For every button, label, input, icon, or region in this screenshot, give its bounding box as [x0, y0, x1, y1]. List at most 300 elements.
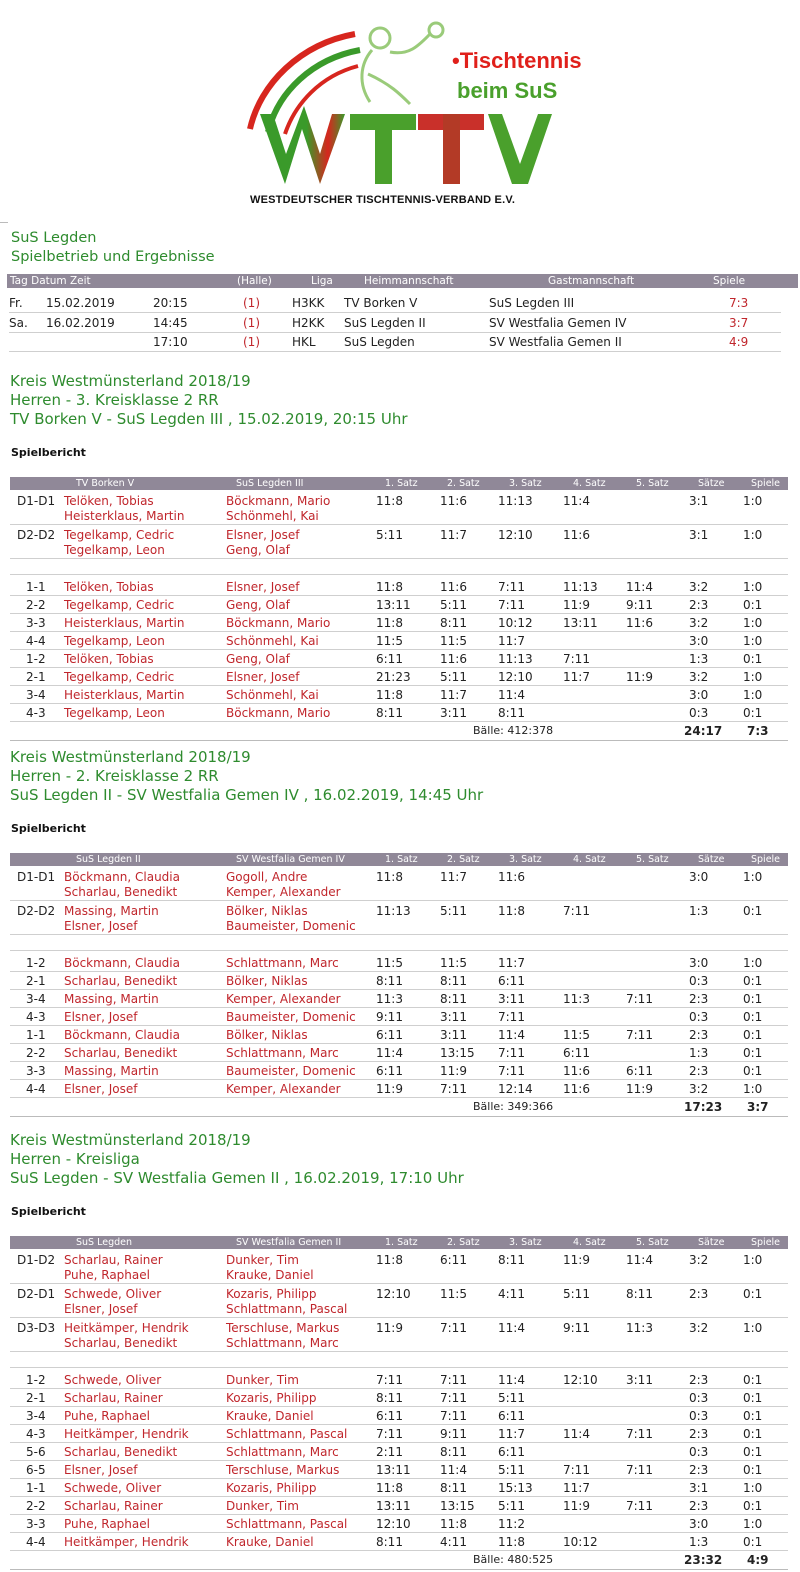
set-score: 11:9: [626, 670, 653, 684]
set-score: 11:9: [563, 1253, 590, 1267]
set-score: 7:11: [498, 1046, 525, 1060]
guest-player: Baumeister, Domenic: [226, 1064, 356, 1078]
game-result: 0:1: [743, 1535, 763, 1549]
game-result: 0:1: [743, 1287, 763, 1301]
set-score: 11:7: [498, 956, 525, 970]
set-score: 8:11: [376, 706, 403, 720]
set-score: 7:11: [563, 652, 590, 666]
home-player: Scharlau, Rainer: [64, 1391, 163, 1405]
game-result: 0:1: [743, 706, 763, 720]
set-score: 12:10: [498, 528, 533, 542]
home-player: Puhe, Raphael: [64, 1517, 150, 1531]
set-column-header: Sätze: [698, 1237, 725, 1248]
home-player: Scharlau, Benedikt: [64, 974, 178, 988]
match-class-title: Herren - 2. Kreisklasse 2 RR: [10, 767, 219, 785]
game-result: 0:1: [743, 652, 763, 666]
sets-result: 0:3: [689, 1409, 709, 1423]
set-score: 11:9: [563, 598, 590, 612]
set-score: 11:4: [626, 1253, 653, 1267]
schedule-header-cell: Tag Datum Zeit: [10, 275, 91, 287]
row-divider: [10, 1550, 788, 1551]
game-result: 1:0: [743, 1253, 763, 1267]
set-column-header: 3. Satz: [509, 1237, 542, 1248]
home-team-header: TV Borken V: [76, 478, 135, 489]
guest-team-header: SV Westfalia Gemen IV: [236, 854, 345, 865]
game-result: 0:1: [743, 1064, 763, 1078]
pairing: 4-4: [26, 1082, 46, 1096]
game-result: 0:1: [743, 598, 763, 612]
row-divider: [10, 721, 788, 722]
guest-player: Schönmehl, Kai: [226, 634, 319, 648]
set-score: 7:11: [626, 1427, 653, 1441]
home-player: Elsner, Josef: [64, 1010, 138, 1024]
set-score: 7:11: [626, 1463, 653, 1477]
schedule-guest: SV Westfalia Gemen IV: [489, 315, 627, 330]
sets-result: 3:2: [689, 1321, 709, 1335]
sets-result: 3:2: [689, 616, 709, 630]
logo-brand-line1: •Tischtennis: [452, 48, 582, 73]
doubles-row: [0, 868, 800, 902]
game-result: 1:0: [743, 1517, 763, 1531]
guest-player: Elsner, Josef: [226, 580, 300, 594]
set-score: 8:11: [440, 992, 467, 1006]
set-score: 6:11: [498, 1445, 525, 1459]
home-player: Schwede, Oliver: [64, 1287, 162, 1301]
pairing: 3-4: [26, 688, 46, 702]
sets-result: 0:3: [689, 706, 709, 720]
set-column-header: 4. Satz: [573, 854, 606, 865]
games-total: 7:3: [747, 724, 769, 738]
set-score: 7:11: [626, 1028, 653, 1042]
guest-player: Schönmehl, Kai: [226, 509, 319, 523]
guest-player: Schlattmann, Marc: [226, 1445, 339, 1459]
set-column-header: 5. Satz: [636, 1237, 669, 1248]
sets-result: 3:0: [689, 1517, 709, 1531]
sets-result: 1:3: [689, 1535, 709, 1549]
sets-result: 2:3: [689, 1287, 709, 1301]
schedule-date: 16.02.2019: [46, 315, 115, 330]
home-player: Puhe, Raphael: [64, 1409, 150, 1423]
set-score: 6:11: [626, 1064, 653, 1078]
set-score: 11:7: [563, 1481, 590, 1495]
sets-result: 2:3: [689, 1373, 709, 1387]
pairing: D1-D1: [17, 494, 56, 508]
home-player: Telöken, Tobias: [64, 494, 154, 508]
match-table-header: [10, 477, 788, 490]
home-player: Tegelkamp, Cedric: [64, 670, 175, 684]
set-score: 11:8: [498, 1535, 525, 1549]
schedule-header-cell: (Halle): [237, 275, 272, 287]
guest-player: Terschluse, Markus: [226, 1321, 340, 1335]
set-score: 5:11: [440, 904, 467, 918]
guest-player: Kozaris, Philipp: [226, 1391, 317, 1405]
set-score: 12:10: [376, 1287, 411, 1301]
wttv-logo: [240, 14, 620, 214]
sets-result: 0:3: [689, 1391, 709, 1405]
doubles-row: [0, 1319, 800, 1353]
game-result: 0:1: [743, 992, 763, 1006]
set-score: 11:13: [498, 652, 533, 666]
set-score: 11:7: [440, 528, 467, 542]
set-score: 7:11: [563, 1463, 590, 1477]
match-table-header: [10, 853, 788, 866]
set-score: 7:11: [440, 1082, 467, 1096]
game-result: 0:1: [743, 1391, 763, 1405]
sets-result: 3:0: [689, 634, 709, 648]
pairing: 3-4: [26, 992, 46, 1006]
home-player: Telöken, Tobias: [64, 580, 154, 594]
schedule-header: [7, 274, 798, 288]
set-score: 11:4: [440, 1463, 467, 1477]
guest-player: Kozaris, Philipp: [226, 1481, 317, 1495]
game-result: 1:0: [743, 870, 763, 884]
set-score: 8:11: [626, 1287, 653, 1301]
pairing: 2-1: [26, 974, 46, 988]
home-player: Elsner, Josef: [64, 919, 138, 933]
home-player: Böckmann, Claudia: [64, 870, 180, 884]
set-score: 11:8: [440, 1517, 467, 1531]
set-score: 11:7: [440, 870, 467, 884]
balls-total: Bälle: 349:366: [473, 1100, 554, 1113]
set-score: 6:11: [376, 1028, 403, 1042]
sets-total: 23:32: [684, 1553, 723, 1567]
set-score: 11:6: [440, 580, 467, 594]
home-team-header: SuS Legden II: [76, 854, 141, 865]
set-score: 6:11: [498, 974, 525, 988]
set-score: 11:8: [498, 904, 525, 918]
set-column-header: 4. Satz: [573, 478, 606, 489]
guest-player: Schönmehl, Kai: [226, 688, 319, 702]
home-player: Scharlau, Benedikt: [64, 1445, 178, 1459]
table-bottom-line: [10, 1116, 788, 1117]
home-player: Heitkämper, Hendrik: [64, 1427, 189, 1441]
set-score: 5:11: [376, 528, 403, 542]
schedule-header-cell: Gastmannschaft: [548, 275, 635, 287]
guest-player: Gogoll, Andre: [226, 870, 308, 884]
sets-result: 2:3: [689, 992, 709, 1006]
game-result: 1:0: [743, 616, 763, 630]
home-player: Scharlau, Benedikt: [64, 1336, 178, 1350]
pairing: D1-D1: [17, 870, 56, 884]
set-score: 13:15: [440, 1046, 475, 1060]
home-player: Heisterklaus, Martin: [64, 616, 185, 630]
game-result: 0:1: [743, 974, 763, 988]
set-score: 8:11: [498, 1253, 525, 1267]
sets-result: 1:3: [689, 1046, 709, 1060]
club-header: [11, 229, 215, 267]
sets-result: 3:2: [689, 1082, 709, 1096]
home-player: Böckmann, Claudia: [64, 1028, 180, 1042]
schedule-guest: SV Westfalia Gemen II: [489, 335, 622, 349]
set-score: 3:11: [498, 992, 525, 1006]
set-score: 11:6: [563, 1064, 590, 1078]
pairing: 3-3: [26, 1517, 46, 1531]
set-score: 11:8: [376, 870, 403, 884]
guest-player: Dunker, Tim: [226, 1253, 299, 1267]
home-player: Tegelkamp, Cedric: [64, 598, 175, 612]
game-result: 0:1: [743, 904, 763, 918]
home-team-header: SuS Legden: [76, 1237, 132, 1248]
set-score: 11:5: [440, 1287, 467, 1301]
home-player: Scharlau, Benedikt: [64, 885, 178, 899]
match-class-title: Herren - 3. Kreisklasse 2 RR: [10, 391, 219, 409]
guest-player: Krauke, Daniel: [226, 1268, 314, 1282]
set-score: 8:11: [376, 1391, 403, 1405]
set-score: 11:5: [440, 956, 467, 970]
guest-player: Schlattmann, Marc: [226, 956, 339, 970]
set-score: 7:11: [440, 1321, 467, 1335]
set-score: 12:14: [498, 1082, 533, 1096]
set-column-header: 5. Satz: [636, 478, 669, 489]
doubles-row: [0, 1285, 800, 1319]
sets-result: 3:2: [689, 670, 709, 684]
row-divider: [10, 1317, 788, 1318]
game-result: 0:1: [743, 1499, 763, 1513]
guest-player: Kemper, Alexander: [226, 885, 341, 899]
set-score: 10:12: [563, 1535, 598, 1549]
pairing: 1-2: [26, 652, 46, 666]
guest-player: Baumeister, Domenic: [226, 919, 356, 933]
home-player: Massing, Martin: [64, 904, 159, 918]
sets-result: 3:2: [689, 1253, 709, 1267]
set-score: 11:6: [440, 652, 467, 666]
schedule-row-divider: [9, 351, 781, 352]
schedule-header-cell: Spiele: [713, 275, 746, 287]
row-divider: [10, 900, 788, 901]
doubles-row: [0, 902, 800, 936]
pairing: D3-D3: [17, 1321, 56, 1335]
guest-player: Geng, Olaf: [226, 598, 290, 612]
sets-result: 2:3: [689, 1028, 709, 1042]
set-score: 6:11: [376, 652, 403, 666]
guest-player: Baumeister, Domenic: [226, 1010, 356, 1024]
set-score: 7:11: [498, 1064, 525, 1078]
set-score: 2:11: [376, 1445, 403, 1459]
schedule-day: Sa.: [9, 315, 28, 330]
set-column-header: Spiele: [751, 478, 781, 489]
guest-player: Krauke, Daniel: [226, 1535, 314, 1549]
set-score: 7:11: [498, 580, 525, 594]
home-player: Tegelkamp, Cedric: [64, 528, 175, 542]
schedule-league: H2KK: [292, 315, 325, 330]
club-name: SuS Legden: [11, 230, 97, 246]
game-result: 1:0: [743, 1481, 763, 1495]
schedule-day: Fr.: [9, 296, 23, 310]
set-score: 8:11: [440, 974, 467, 988]
game-result: 0:1: [743, 1427, 763, 1441]
set-score: 11:8: [376, 688, 403, 702]
row-divider: [10, 934, 788, 935]
pairing: 4-3: [26, 706, 46, 720]
pairing: 4-4: [26, 634, 46, 648]
table-bottom-line: [10, 740, 788, 741]
set-score: 11:13: [376, 904, 411, 918]
sets-result: 1:3: [689, 904, 709, 918]
set-score: 9:11: [440, 1427, 467, 1441]
pairing: 1-2: [26, 1373, 46, 1387]
set-score: 15:13: [498, 1481, 533, 1495]
home-player: Scharlau, Benedikt: [64, 1046, 178, 1060]
game-result: 1:0: [743, 688, 763, 702]
match-fixture-title: TV Borken V - SuS Legden III , 15.02.2019, 20:15 Uhr: [10, 410, 408, 428]
set-score: 7:11: [440, 1391, 467, 1405]
set-score: 12:10: [376, 1517, 411, 1531]
set-score: 11:9: [376, 1321, 403, 1335]
set-score: 11:4: [498, 1321, 525, 1335]
row-divider: [10, 1283, 788, 1284]
doubles-row: [0, 1251, 800, 1285]
section-divider: [10, 574, 788, 575]
set-score: 12:10: [563, 1373, 598, 1387]
schedule-league: H3KK: [292, 296, 325, 310]
sets-result: 3:1: [689, 494, 709, 508]
set-score: 11:4: [376, 1046, 403, 1060]
game-result: 1:0: [743, 1321, 763, 1335]
pairing: 1-1: [26, 580, 46, 594]
set-score: 11:8: [376, 616, 403, 630]
set-score: 11:6: [498, 870, 525, 884]
balls-total: Bälle: 480:525: [473, 1553, 554, 1566]
set-score: 11:4: [563, 1427, 590, 1441]
logo-brand-line2: beim SuS: [457, 78, 558, 103]
guest-player: Schlattmann, Marc: [226, 1046, 339, 1060]
set-score: 10:12: [498, 616, 533, 630]
pairing: D2-D2: [17, 528, 56, 542]
set-score: 11:8: [376, 1253, 403, 1267]
set-score: 8:11: [376, 974, 403, 988]
set-score: 13:11: [376, 1499, 411, 1513]
schedule-score: 3:7: [729, 315, 749, 330]
set-score: 4:11: [440, 1535, 467, 1549]
set-score: 11:9: [563, 1499, 590, 1513]
game-result: 1:0: [743, 956, 763, 970]
schedule-header-cell: Liga: [311, 275, 333, 287]
set-column-header: 1. Satz: [385, 1237, 418, 1248]
guest-player: Bölker, Niklas: [226, 1028, 308, 1042]
set-score: 11:3: [626, 1321, 653, 1335]
set-column-header: Spiele: [751, 854, 781, 865]
games-total: 4:9: [747, 1553, 769, 1567]
schedule-header-cell: Heimmannschaft: [364, 275, 454, 287]
set-score: 11:6: [563, 528, 590, 542]
home-player: Tegelkamp, Leon: [64, 543, 165, 557]
sets-result: 1:3: [689, 652, 709, 666]
set-score: 11:5: [563, 1028, 590, 1042]
home-player: Massing, Martin: [64, 992, 159, 1006]
match-fixture-title: SuS Legden - SV Westfalia Gemen II , 16.02.2019, 17:10 Uhr: [10, 1169, 464, 1187]
home-player: Schwede, Oliver: [64, 1373, 162, 1387]
set-score: 7:11: [563, 904, 590, 918]
set-score: 11:6: [626, 616, 653, 630]
home-player: Böckmann, Claudia: [64, 956, 180, 970]
game-result: 1:0: [743, 494, 763, 508]
set-score: 5:11: [440, 670, 467, 684]
guest-player: Schlattmann, Pascal: [226, 1427, 348, 1441]
sets-total: 17:23: [684, 1100, 723, 1114]
guest-player: Dunker, Tim: [226, 1373, 299, 1387]
match-league-title: Kreis Westmünsterland 2018/19: [10, 372, 251, 390]
home-player: Elsner, Josef: [64, 1302, 138, 1316]
guest-player: Schlattmann, Marc: [226, 1336, 339, 1350]
set-score: 11:5: [376, 956, 403, 970]
home-player: Tegelkamp, Leon: [64, 634, 165, 648]
game-result: 1:0: [743, 528, 763, 542]
set-score: 13:15: [440, 1499, 475, 1513]
set-score: 7:11: [440, 1373, 467, 1387]
set-score: 11:3: [376, 992, 403, 1006]
set-score: 8:11: [440, 1481, 467, 1495]
set-score: 5:11: [498, 1391, 525, 1405]
home-player: Massing, Martin: [64, 1064, 159, 1078]
set-score: 11:9: [626, 1082, 653, 1096]
match-league-title: Kreis Westmünsterland 2018/19: [10, 748, 251, 766]
row-divider: [10, 524, 788, 525]
set-score: 11:4: [498, 1373, 525, 1387]
game-result: 0:1: [743, 1373, 763, 1387]
pairing: 1-1: [26, 1481, 46, 1495]
set-score: 8:11: [440, 1445, 467, 1459]
pairing: 3-3: [26, 1064, 46, 1078]
home-player: Heisterklaus, Martin: [64, 509, 185, 523]
set-score: 7:11: [498, 1010, 525, 1024]
set-score: 21:23: [376, 670, 411, 684]
set-score: 5:11: [498, 1463, 525, 1477]
sets-result: 2:3: [689, 1427, 709, 1441]
set-score: 3:11: [440, 1028, 467, 1042]
guest-player: Geng, Olaf: [226, 652, 290, 666]
set-score: 9:11: [563, 1321, 590, 1335]
set-column-header: Sätze: [698, 854, 725, 865]
game-result: 1:0: [743, 1082, 763, 1096]
section-divider: [10, 1367, 788, 1368]
guest-player: Elsner, Josef: [226, 670, 300, 684]
set-score: 5:11: [563, 1287, 590, 1301]
home-player: Puhe, Raphael: [64, 1268, 150, 1282]
set-score: 7:11: [376, 1427, 403, 1441]
pairing: 2-1: [26, 1391, 46, 1405]
set-column-header: 1. Satz: [385, 854, 418, 865]
sets-total: 24:17: [684, 724, 723, 738]
home-player: Tegelkamp, Leon: [64, 706, 165, 720]
home-player: Heitkämper, Hendrik: [64, 1535, 189, 1549]
pairing: D2-D2: [17, 904, 56, 918]
sets-result: 0:3: [689, 1445, 709, 1459]
sets-result: 2:3: [689, 1499, 709, 1513]
game-result: 1:0: [743, 634, 763, 648]
pairing: 6-5: [26, 1463, 46, 1477]
pairing: 3-3: [26, 616, 46, 630]
home-player: Heitkämper, Hendrik: [64, 1321, 189, 1335]
home-player: Telöken, Tobias: [64, 652, 154, 666]
guest-player: Kemper, Alexander: [226, 992, 341, 1006]
pairing: 1-1: [26, 1028, 46, 1042]
schedule-score: 4:9: [729, 335, 749, 349]
set-score: 4:11: [498, 1287, 525, 1301]
pairing: 2-2: [26, 598, 46, 612]
schedule-date: 15.02.2019: [46, 296, 115, 310]
set-column-header: 5. Satz: [636, 854, 669, 865]
set-score: 11:7: [498, 634, 525, 648]
match-league-title: Kreis Westmünsterland 2018/19: [10, 1131, 251, 1149]
sets-result: 2:3: [689, 598, 709, 612]
set-score: 11:13: [498, 494, 533, 508]
set-score: 11:8: [376, 1481, 403, 1495]
guest-team-header: SuS Legden III: [236, 478, 304, 489]
home-player: Elsner, Josef: [64, 1463, 138, 1477]
set-score: 11:2: [498, 1517, 525, 1531]
home-player: Schwede, Oliver: [64, 1481, 162, 1495]
match-report-label: Spielbericht: [11, 446, 86, 459]
